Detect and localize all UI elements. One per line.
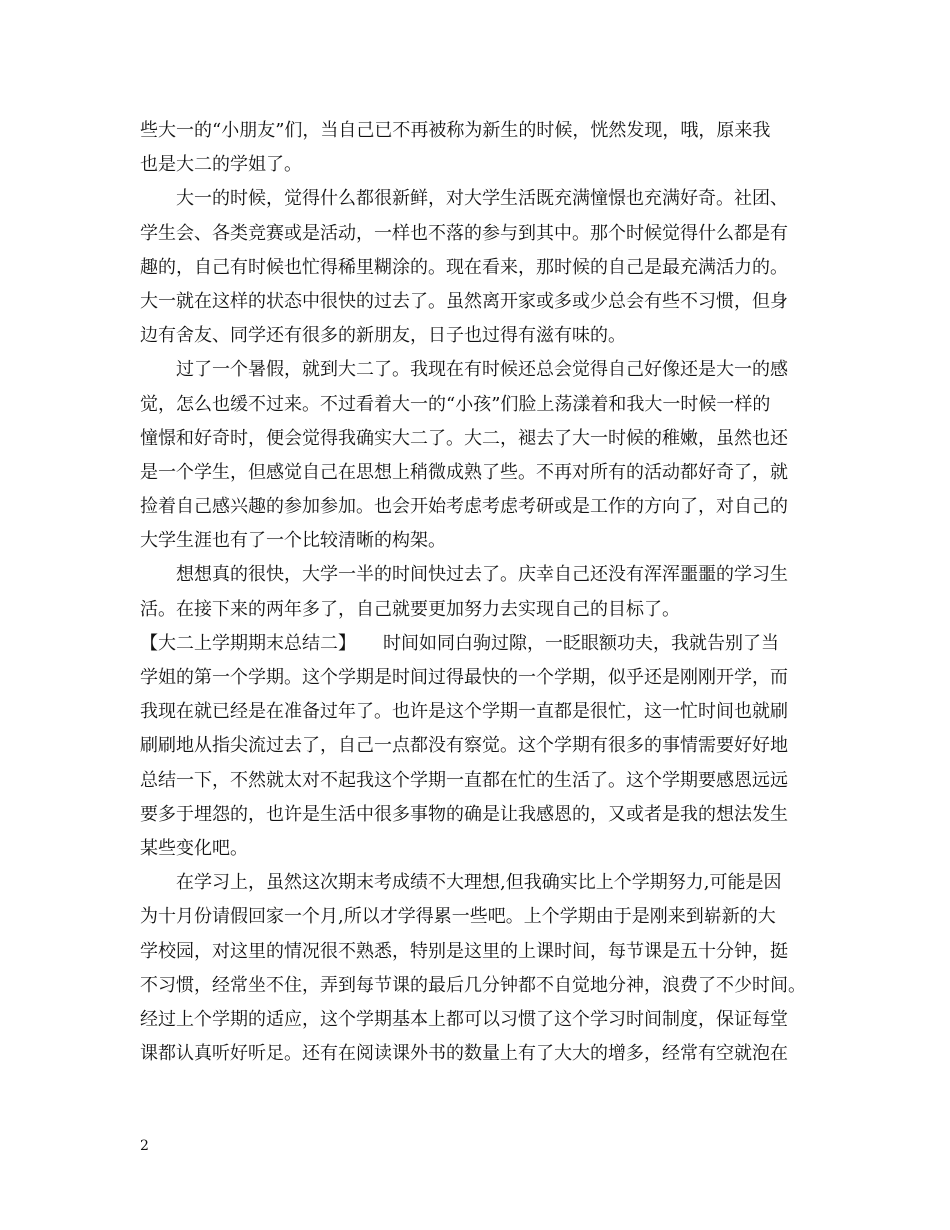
text-line: 也是大二的学姐了。 bbox=[140, 154, 302, 176]
text-line: 些大一的“小朋友”们，当自己已不再被称为新生的时候，恍然发现，哦，原来我 bbox=[140, 120, 771, 141]
text-line: 学姐的第一个学期。这个学期是时间过得最快的一个学期，似乎还是刚刚开学，而 bbox=[140, 667, 788, 688]
text-line: 觉，怎么也缓不过来。不过看着大一的“小孩”们脸上荡漾着和我大一时候一样的 bbox=[140, 393, 771, 415]
page-number: 2 bbox=[140, 1138, 149, 1154]
text-line: 边有舍友、同学还有很多的新朋友，日子也过得有滋有味的。 bbox=[140, 325, 626, 347]
text-line: 为十月份请假回家一个月,所以才学得累一些吧。上个学期由于是刚来到崭新的大 bbox=[140, 906, 776, 928]
text-line: 学生会、各类竞赛或是活动，一样也不落的参与到其中。那个时候觉得什么都是有 bbox=[140, 222, 788, 244]
text-line: 过了一个暑假，就到大二了。我现在有时候还总会觉得自己好像还是大一的感 bbox=[140, 359, 788, 381]
text-line: 要多于埋怨的，也许是生活中很多事物的确是让我感恩的，又或者是我的想法发生 bbox=[140, 803, 788, 825]
text-line: 大一就在这样的状态中很快的过去了。虽然离开家或多或少总会有些不习惯，但身 bbox=[140, 290, 788, 312]
body-text bbox=[140, 114, 816, 1071]
text-line: 在学习上，虽然这次期末考成绩不大理想,但我确实比上个学期努力,可能是因 bbox=[140, 872, 782, 894]
text-line: 我现在就已经是在准备过年了。也许是这个学期一直都是很忙，这一忙时间也就刷 bbox=[140, 701, 788, 723]
text-line: 不习惯，经常坐不住，弄到每节课的最后几分钟都不自觉地分神，浪费了不少时间。 bbox=[140, 974, 806, 996]
text-line: 刷刷地从指尖流过去了，自己一点都没有察觉。这个学期有很多的事情需要好好地 bbox=[140, 735, 788, 757]
text-line: 总结一下，不然就太对不起我这个学期一直都在忙的生活了。这个学期要感恩远远 bbox=[140, 769, 788, 791]
text-line: 学校园，对这里的情况很不熟悉，特别是这里的上课时间，每节课是五十分钟，挺 bbox=[140, 940, 788, 962]
text-line: 趣的，自己有时候也忙得稀里糊涂的。现在看来，那时候的自己是最充满活力的。 bbox=[140, 256, 788, 278]
text-line: 憧憬和好奇时，便会觉得我确实大二了。大二，褪去了大一时候的稚嫩，虽然也还 bbox=[140, 427, 788, 449]
text-line: 大学生涯也有了一个比较清晰的构架。 bbox=[140, 530, 446, 552]
text-line: 经过上个学期的适应，这个学期基本上都可以习惯了这个学习时间制度，保证每堂 bbox=[140, 1008, 788, 1030]
text-line: 是一个学生，但感觉自己在思想上稍微成熟了些。不再对所有的活动都好奇了，就 bbox=[140, 461, 788, 483]
text-line: 课都认真听好听足。还有在阅读课外书的数量上有了大大的增多，经常有空就泡在 bbox=[140, 1043, 788, 1065]
text-line: 活。在接下来的两年多了，自己就要更加努力去实现自己的目标了。 bbox=[140, 598, 680, 620]
text-line: 想想真的很快，大学一半的时间快过去了。庆幸自己还没有浑浑噩噩的学习生 bbox=[140, 564, 788, 586]
text-line: 捡着自己感兴趣的参加参加。也会开始考虑考虑考研或是工作的方向了，对自己的 bbox=[140, 496, 788, 518]
text-line: 某些变化吧。 bbox=[140, 837, 248, 859]
section-heading-line: 【大二上学期期末总结二】 时间如同白驹过隙，一眨眼额功夫，我就告别了当 bbox=[140, 632, 779, 654]
text-line: 大一的时候，觉得什么都很新鲜，对大学生活既充满憧憬也充满好奇。社团、 bbox=[140, 188, 788, 210]
